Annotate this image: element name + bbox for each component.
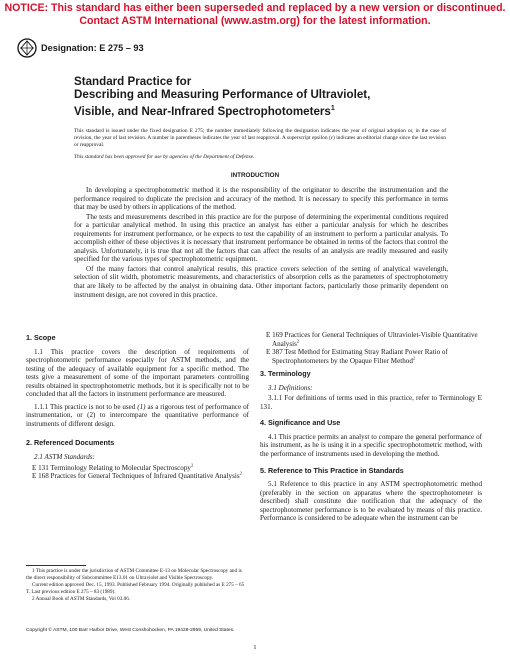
notice-line-2: Contact ASTM International (www.astm.org) for the latest information. bbox=[79, 14, 431, 27]
scope-paragraph-1: 1.1 This practice covers the description of requirements of spectrophotometric performance especially for ASTM methods, and the testing of the adequacy of available equipment for a specific method. The tests give a measurement of some of the important parameters controlling results obtained in spectrophotometric methods, but it is specifically not to be concluded that all the factors in instrument performance are measured. bbox=[26, 347, 249, 399]
introduction-body bbox=[74, 186, 448, 300]
footnote-2: 2 Annual Book of ASTM Standards, Vol 03.06. bbox=[32, 596, 131, 602]
introduction-heading: INTRODUCTION bbox=[230, 172, 280, 179]
title-footnote-mark: 1 bbox=[330, 104, 335, 112]
terminology-heading: 3. Terminology bbox=[260, 369, 311, 379]
title-line-1: Standard Practice for bbox=[74, 75, 192, 88]
right-column bbox=[260, 331, 482, 527]
footnote-1: 1 This practice is under the jurisdiction of ASTM Committee E-13 on Molecular Spectroscopy and is the direct responsibility of Subcommittee E13.01 on Ultraviolet and Visible Spectroscopy. bbox=[26, 568, 242, 581]
reference-item-e169: E 169 Practices for General Techniques of Ultraviolet-Visible Quantitative Analysis$^2$ bbox=[266, 331, 478, 348]
significance-paragraph: 4.1 This practice permits an analyst to compare the general performance of his instrument, as he is using it in a specific spectrophotometric method, with the performance of instruments used in developing the method. bbox=[260, 432, 482, 459]
title-line-3: Visible, and Near-Infrared Spectrophotometers bbox=[74, 104, 331, 118]
notice-line-1: NOTICE: This standard has either been superseded and replaced by a new version or discontinued. bbox=[4, 2, 506, 14]
definitions-label: 3.1 Definitions: bbox=[268, 383, 313, 392]
designation-header bbox=[17, 37, 144, 59]
reference-item-e387: E 387 Test Method for Estimating Stray Radiant Power Ratio of Spectrophotometers by the Opaque Filter Method$^2$ bbox=[266, 348, 448, 365]
issued-note: This standard is issued under the fixed designation E 275; the number immediately following the designation indicates the year of original adoption or, in the case of revision, the year of last revision. A number in parentheses indicates the year of last reapproval. A superscript epsilon (ε) indicates an editorial change since the last revision or reapproval. bbox=[74, 128, 446, 148]
intro-paragraph-3: Of the many factors that control analytical results, this practice covers selection of the setting of analytical wavelength, selection of slit width, photometric measurements, and characteristics of absorption cells as the parameters of spectrophotometry that are likely to be affected by the analyst in obtaining data. Other important factors, particularly those primarily dependent on instrument design, are not covered in this practice. bbox=[74, 264, 448, 299]
intro-paragraph-2: The tests and measurements described in this practice are for the purpose of determining the experimental conditions required for a particular analytical method. In using this practice an analyst has either a particular analysis for which he describes requirements for instrument performance, or he expects to test the capability of an instrument to perform a particular analysis. To accomplish either of these objectives it is necessary that instrument performance be obtained in terms of the factors that control the analysis. Unfortunately, it is true that not all the factors that can affect the results of an analysis are readily measured and easily specified for the various types of spectrophotometric equipment. bbox=[74, 212, 448, 264]
document-title bbox=[74, 75, 474, 118]
reference-practice-heading: 5. Reference to This Practice in Standards bbox=[260, 465, 404, 475]
significance-heading: 4. Significance and Use bbox=[260, 418, 341, 428]
terminology-paragraph: 3.1.1 For definitions of terms used in this practice, refer to Terminology E 131. bbox=[260, 394, 482, 411]
footnote-divider bbox=[26, 565, 86, 566]
footnote-1-continued: Current edition approved Dec. 15, 1993. Published February 1994. Originally published as E 275 – 65 T. Last previous edition E 275 – 83 (1989). bbox=[26, 582, 245, 595]
designation-label: Designation: E 275 – 93 bbox=[41, 43, 144, 53]
page-number: 1 bbox=[253, 644, 257, 651]
approved-note: This standard has been approved for use by agencies of the Department of Defense. bbox=[74, 154, 255, 160]
astm-logo-icon bbox=[17, 37, 37, 59]
left-column bbox=[26, 334, 249, 481]
scope-paragraph-2: 1.1.1 This practice is not to be used (1) as a rigorous test of performance of instrumentation, or (2) to intercompare the quantitative performance of instruments of different design. bbox=[26, 402, 249, 428]
footnotes bbox=[26, 568, 248, 604]
astm-standards-label: 2.1 ASTM Standards: bbox=[34, 453, 95, 462]
reference-practice-paragraph: 5.1 Reference to this practice in any ASTM spectrophotometric method (preferably in the section on apparatus where the spectrophotometer is described) shall constitute due notification that the adequacy of the spectrophotometer performance is to be evaluated by means of this practice. Performance is considered to be adequate when the instrument can be bbox=[260, 480, 482, 523]
referenced-documents-heading: 2. Referenced Documents bbox=[26, 438, 115, 448]
scope-heading: 1. Scope bbox=[26, 333, 56, 342]
superseded-notice bbox=[0, 2, 510, 27]
reference-item-e168: E 168 Practices for General Techniques of Infrared Quantitative Analysis$^2$ bbox=[32, 470, 242, 481]
copyright-line: Copyright © ASTM, 100 Barr Harbor Drive, West Conshohocken, PA 19428-2959, United States. bbox=[26, 628, 235, 633]
reference-item-e131: E 131 Terminology Relating to Molecular Spectroscopy$^2$ bbox=[32, 462, 194, 472]
title-line-2: Describing and Measuring Performance of Ultraviolet, bbox=[74, 88, 371, 102]
intro-paragraph-1: In developing a spectrophotometric method it is the responsibility of the originator to describe the instrumentation and the performance required to duplicate the precision and accuracy of the method. It is necessary to specify this performance in terms that may be used by others in applications of the method. bbox=[74, 186, 448, 212]
